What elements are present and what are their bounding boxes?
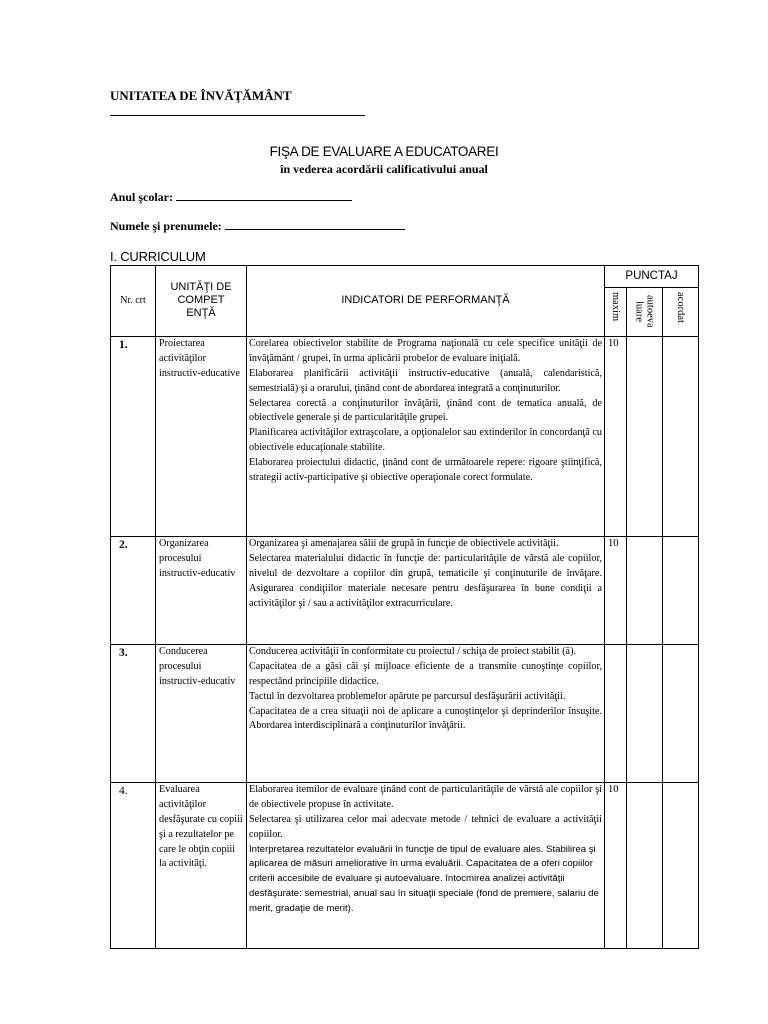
full-name-label: Numele şi prenumele: [110, 219, 222, 233]
competence-unit: Conducerea procesului instructiv-educativ [156, 644, 247, 782]
performance-indicators [247, 536, 605, 644]
indicator-text: Capacitatea de a găsi căi şi mijloace eficiente de a transmite cunoştinţe copiilor, respectând principiile didactice. [249, 660, 602, 687]
score-max: 10 [605, 336, 627, 536]
evaluation-table [110, 265, 699, 949]
school-year-field [110, 190, 352, 205]
score-self[interactable] [627, 536, 663, 644]
school-fill-line [110, 115, 365, 116]
score-self[interactable] [627, 336, 663, 536]
performance-indicators [247, 336, 605, 536]
indicator-text: Planificarea activităţilor extraşcolare, a opţionalelor sau extinderilor în concordanţă cu obiectivele educaţionale stabilite. [249, 427, 602, 454]
score-self[interactable] [627, 782, 663, 948]
score-self[interactable] [627, 644, 663, 782]
competence-unit: Organizarea procesului instructiv-educativ [156, 536, 247, 644]
indicator-text: Capacitatea de a crea situaţii noi de aplicare a cunoştinţelor şi deprinderilor însuşite. Abordarea interdisciplinară a conţinuturilor învăţării. [249, 705, 602, 732]
header-maxim: maxim [605, 288, 627, 337]
school-label: UNITATEA DE ÎNVĂŢĂMÂNT [110, 88, 292, 103]
indicator-text: Elaborarea itemilor de evaluare ţinând cont de particularităţile de vârstă ale copiilor şi de obiectivele propuse în activitate. [249, 783, 602, 810]
score-max: 10 [605, 782, 627, 948]
row-number: 3. [111, 644, 156, 782]
score-granted[interactable] [663, 644, 699, 782]
indicator-text: Interpretarea rezultatelor evaluării în funcţie de tipul de evaluare ales. Stabilirea şi aplicarea de măsuri ameliorative în urma evaluării. Capacitatea de a oferi copiilor criterii accesibile de evaluare şi autoevaluare. întocmirea analizei activităţii desfăşurate: semestrial, anual sau în situaţii speciale (fond de premiere, salariu de merit, gradaţie de merit). [249, 843, 599, 915]
row-number: 4. [111, 782, 156, 948]
score-granted[interactable] [663, 536, 699, 644]
table-row [111, 782, 699, 948]
indicator-text: Corelarea obiectivelor stabilite de Programa naţională cu cele specifice unităţii de învăţământ / grupei, în urma aplicării probelor de evaluare iniţială. [249, 337, 602, 364]
table-row [111, 644, 699, 782]
competence-unit: Evaluarea activităţilor desfăşurate cu copiii şi a rezultatelor pe care le obţin copiii la activităţi. [156, 782, 247, 948]
document-subtitle: în vederea acordării calificativului anual [280, 162, 488, 176]
indicator-text: Selectarea materialului didactic în funcţie de: particularităţile de vârstă ale copiilor, nivelul de dezvoltare a copiilor din grupă, tematicile şi conţinuturile de învăţare. Asigurarea condiţiilor materiale necesare pentru desfăşurarea în bune condiţii a activităţilor şi / sau a activităţilor extracurriculare. [249, 552, 602, 609]
indicator-text: Conducerea activităţii în conformitate cu proiectul / schiţa de proiect stabilit (ă). [249, 645, 577, 657]
table-row [111, 336, 699, 536]
header-indicators: INDICATORI DE PERFORMANŢĂ [247, 266, 605, 337]
header-nr: Nr. crt [111, 266, 156, 337]
header-punctaj: PUNCTAJ [605, 266, 699, 288]
score-granted[interactable] [663, 336, 699, 536]
indicator-text: Organizarea şi amenajarea sălii de grupă în funcţie de obiectivele activităţii. [249, 537, 559, 549]
score-max [605, 644, 627, 782]
indicator-text: Elaborarea proiectului didactic, ţinând cont de următoarele repere: rigoare ştiinţifică, strategii activ-participative şi obiective operaţionale corect formulate. [249, 457, 602, 484]
school-year-label: Anul şcolar: [110, 190, 173, 204]
header-unit: UNITĂŢI DE COMPET ENŢĂ [156, 266, 247, 337]
document-title: FIŞA DE EVALUARE A EDUCATOAREI [269, 144, 499, 159]
performance-indicators [247, 782, 605, 948]
header-autoevaluare: autoeva luare [627, 288, 663, 337]
competence-unit: Proiectarea activităţilor instructiv-educative [156, 336, 247, 536]
row-number: 2. [111, 536, 156, 644]
full-name-field [110, 219, 405, 234]
section-title: I. CURRICULUM [110, 249, 206, 264]
performance-indicators [247, 644, 605, 782]
score-granted[interactable] [663, 782, 699, 948]
score-max: 10 [605, 536, 627, 644]
indicator-text: Selectarea şi utilizarea celor mai adecvate metode / tehnici de evaluare a activităţii copiilor. [249, 813, 602, 840]
row-number: 1. [111, 336, 156, 536]
indicator-text: Tactul în dezvoltarea problemelor apărute pe parcursul desfăşurării activităţii. [249, 690, 566, 702]
indicator-text: Selectarea corectă a conţinuturilor învăţării, ţinând cont de tematica anuală, de obiectivele generale şi de particularităţile grupei. [249, 397, 602, 424]
full-name-line [225, 219, 405, 230]
header-acordat: acordat [663, 288, 699, 337]
school-year-line [176, 190, 352, 201]
table-row [111, 536, 699, 644]
indicator-text: Elaborarea planificării activităţii instructiv-educative (anuală, calendaristică, semestrială) şi a orarului, ţinând cont de abordarea integrată a conţinuturilor. [249, 367, 602, 394]
